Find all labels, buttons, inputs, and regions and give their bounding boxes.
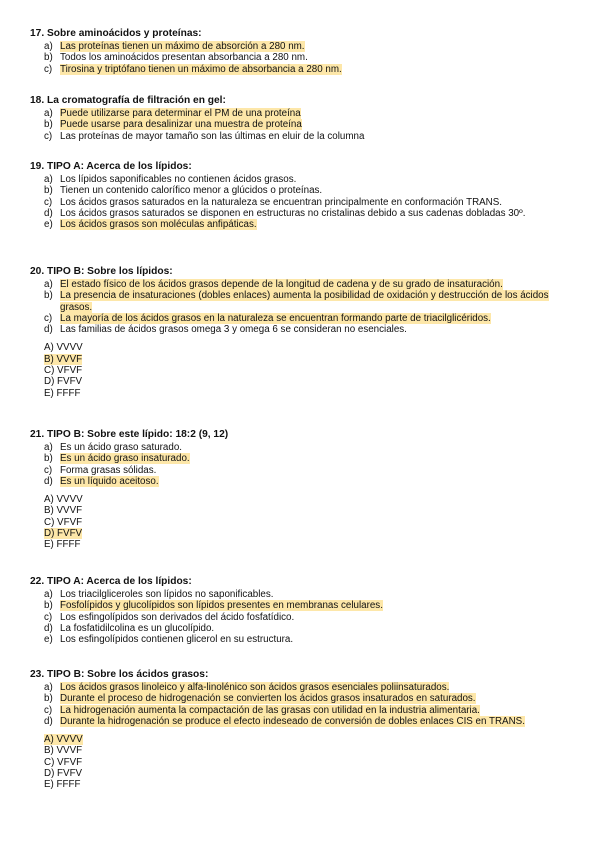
option-row: c) Tirosina y triptófano tienen un máximo de absorbancia a 280 nm. <box>44 63 342 75</box>
option-text: Durante el proceso de hidrogenación se convierten los ácidos grasos insaturados en saturados. <box>60 693 476 705</box>
question-title: 21. TIPO B: Sobre este lípido: 18:2 (9, 12) <box>30 429 229 440</box>
option-row: a) Los lípidos saponificables no contienen ácidos grasos. <box>44 174 297 185</box>
option-row: e) Los esfingolípidos contienen glicerol en su estructura. <box>44 634 294 646</box>
question-title: 23. TIPO B: Sobre los ácidos grasos: <box>30 669 209 680</box>
option-text: La presencia de insaturaciones (dobles enlaces) aumenta la posibilidad de oxidación y destrucción de los ácidos grasos. <box>60 290 549 313</box>
option-text: Es un ácido graso saturado. <box>60 442 182 453</box>
answer-choice: C) VFVF <box>44 365 83 377</box>
option-text: El estado físico de los ácidos grasos depende de la longitud de cadena y de su grado de insaturación. <box>60 279 503 290</box>
question-title: 17. Sobre aminoácidos y proteínas: <box>30 28 202 39</box>
answer-choice: E) FFFF <box>44 779 81 791</box>
option-text: Los lípidos saponificables no contienen ácidos grasos. <box>60 174 297 185</box>
option-row: a) Es un ácido graso saturado. <box>44 442 182 453</box>
option-text: Durante la hidrogenación se produce el efecto indeseado de conversión de dobles enlaces CIS en TRANS. <box>60 715 525 727</box>
option-row: a) Los ácidos grasos linoleico y alfa-linolénico son ácidos grasos esenciales poliinsaturados. <box>44 682 450 693</box>
answer-list <box>30 342 575 398</box>
question-22 <box>30 575 575 645</box>
answer-choice: A) VVVV <box>44 494 83 506</box>
answer-choice: B) VVVF <box>44 353 83 365</box>
option-row: a) Puede utilizarse para determinar el PM de una proteína <box>44 108 301 119</box>
answer-choice: D) FVFV <box>44 376 83 388</box>
option-row: b) Puede usarse para desalinizar una muestra de proteína <box>44 119 302 131</box>
option-row: c) Forma grasas sólidas. <box>44 464 157 476</box>
question-title: 19. TIPO A: Acerca de los lípidos: <box>30 161 192 172</box>
answer-list <box>30 494 575 550</box>
option-text: Puede usarse para desalinizar una muestra de proteína <box>60 119 302 131</box>
option-row: a) El estado físico de los ácidos grasos depende de la longitud de cadena y de su grado de insaturación. <box>44 279 503 290</box>
option-row: e) Los ácidos grasos son moléculas anfipáticas. <box>44 219 257 231</box>
option-text: Los ácidos grasos saturados se disponen en estructuras no cristalinas debido a sus cadenas dobladas 30º. <box>60 207 526 219</box>
question-18 <box>30 94 575 142</box>
option-row: c) La hidrogenación aumenta la compactación de las grasas con utilidad en la industria alimentaria. <box>44 704 480 716</box>
option-row: d) La fosfatidilcolina es un glucolípido. <box>44 622 215 634</box>
option-row: a) Las proteínas tienen un máximo de absorción a 280 nm. <box>44 41 305 52</box>
option-text: Los ácidos grasos saturados en la naturaleza se encuentran principalmente en conformación TRANS. <box>60 196 503 208</box>
answer-choice: E) FFFF <box>44 387 81 399</box>
option-row: c) Las proteínas de mayor tamaño son las últimas en eluir de la columna <box>44 130 365 142</box>
option-text: Los triacilgliceroles son lípidos no saponificables. <box>60 589 274 600</box>
question-21 <box>30 428 575 551</box>
option-text: Puede utilizarse para determinar el PM de una proteína <box>60 108 301 119</box>
answer-choice: A) VVVV <box>44 734 83 746</box>
question-19 <box>30 160 575 230</box>
option-row: c) La mayoría de los ácidos grasos en la naturaleza se encuentran formando parte de triacilglicéridos. <box>44 312 491 324</box>
answer-choice: C) VFVF <box>44 756 83 768</box>
answer-choice: B) VVVF <box>44 505 83 517</box>
option-text: Es un ácido graso insaturado. <box>60 453 190 465</box>
question-20 <box>30 265 575 399</box>
option-row: d) Las familias de ácidos grasos omega 3 y omega 6 se consideran no esenciales. <box>44 324 407 336</box>
option-row: d) Es un líquido aceitoso. <box>44 475 159 487</box>
option-row: d) Durante la hidrogenación se produce el efecto indeseado de conversión de dobles enlaces CIS en TRANS. <box>44 715 525 727</box>
question-title: 22. TIPO A: Acerca de los lípidos: <box>30 576 192 587</box>
option-text: La mayoría de los ácidos grasos en la naturaleza se encuentran formando parte de triacilglicéridos. <box>60 312 491 324</box>
option-row: b) La presencia de insaturaciones (dobles enlaces) aumenta la posibilidad de oxidación y destrucción de los ácidos grasos. <box>44 290 549 313</box>
answer-choice: C) VFVF <box>44 516 83 528</box>
option-text: Los esfingolípidos contienen glicerol en su estructura. <box>60 634 294 646</box>
option-row: b) Fosfolípidos y glucolípidos son lípidos presentes en membranas celulares. <box>44 600 383 612</box>
option-text: La hidrogenación aumenta la compactación de las grasas con utilidad en la industria alimentaria. <box>60 704 480 716</box>
question-23 <box>30 668 575 791</box>
answer-list <box>30 734 575 790</box>
option-row: a) Los triacilgliceroles son lípidos no saponificables. <box>44 589 274 600</box>
option-row: b) Durante el proceso de hidrogenación se convierten los ácidos grasos insaturados en saturados. <box>44 693 476 705</box>
answer-choice: E) FFFF <box>44 539 81 551</box>
option-text: Los ácidos grasos linoleico y alfa-linolénico son ácidos grasos esenciales poliinsaturados. <box>60 682 450 693</box>
option-row: b) Es un ácido graso insaturado. <box>44 453 190 465</box>
option-text: Las proteínas de mayor tamaño son las últimas en eluir de la columna <box>60 130 365 142</box>
option-text: Las proteínas tienen un máximo de absorción a 280 nm. <box>60 41 305 52</box>
option-row: b) Todos los aminoácidos presentan absorbancia a 280 nm. <box>44 52 308 64</box>
answer-choice: B) VVVF <box>44 745 83 757</box>
option-text: Las familias de ácidos grasos omega 3 y omega 6 se consideran no esenciales. <box>60 324 407 336</box>
option-row: c) Los ácidos grasos saturados en la naturaleza se encuentran principalmente en conformación TRANS. <box>44 196 503 208</box>
option-text: Todos los aminoácidos presentan absorbancia a 280 nm. <box>60 52 308 64</box>
option-text: Tienen un contenido calorífico menor a glúcidos o proteínas. <box>60 185 323 197</box>
option-text: Tirosina y triptófano tienen un máximo de absorbancia a 280 nm. <box>60 63 342 75</box>
option-text: Los esfingolípidos son derivados del ácido fosfatídico. <box>60 611 295 623</box>
option-text: Forma grasas sólidas. <box>60 464 157 476</box>
answer-choice: D) FVFV <box>44 768 83 780</box>
question-title: 20. TIPO B: Sobre los lípidos: <box>30 266 173 277</box>
option-text: Es un líquido aceitoso. <box>60 475 159 487</box>
option-row: d) Los ácidos grasos saturados se disponen en estructuras no cristalinas debido a sus cadenas dobladas 30º. <box>44 207 526 219</box>
option-row: c) Los esfingolípidos son derivados del ácido fosfatídico. <box>44 611 295 623</box>
answer-choice: D) FVFV <box>44 528 83 540</box>
answer-choice: A) VVVV <box>44 342 83 354</box>
question-17 <box>30 27 575 75</box>
option-row: b) Tienen un contenido calorífico menor a glúcidos o proteínas. <box>44 185 323 197</box>
option-text: La fosfatidilcolina es un glucolípido. <box>60 622 215 634</box>
question-title: 18. La cromatografía de filtración en gel: <box>30 95 226 106</box>
option-text: Fosfolípidos y glucolípidos son lípidos presentes en membranas celulares. <box>60 600 383 612</box>
option-text: Los ácidos grasos son moléculas anfipáticas. <box>60 219 257 231</box>
